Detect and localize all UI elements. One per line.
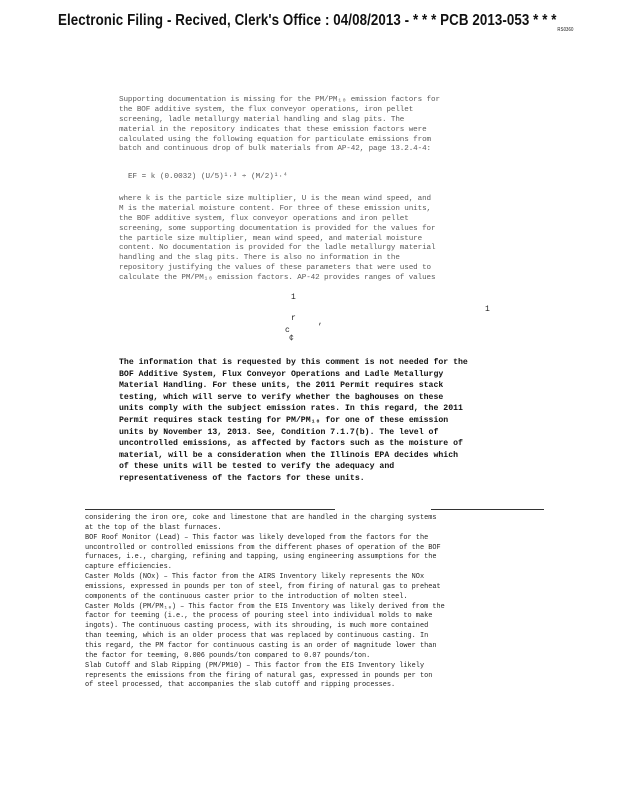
stray-mark: , bbox=[318, 318, 323, 327]
response-line: representativeness of the factors for these units. bbox=[119, 473, 365, 483]
footnote-line: Caster Molds (NOx) – This factor from the AIRS Inventory likely represents the NOx bbox=[85, 573, 425, 582]
footnote-rule-right bbox=[431, 509, 544, 510]
footnote-line: BOF Roof Monitor (Lead) – This factor was likely developed from the factors for the bbox=[85, 533, 429, 542]
stray-mark: ¢ bbox=[289, 334, 294, 343]
response-line: BOF Additive System, Flux Conveyor Operations and Ladle Metallurgy bbox=[119, 369, 444, 379]
comment-line: handling and the slag pits. There is also no information in the bbox=[119, 254, 400, 263]
comment-line: the particle size multiplier, mean wind speed, and material moisture bbox=[119, 234, 423, 243]
response-line: uncontrolled emissions, as affected by factors such as the moisture of bbox=[119, 439, 463, 449]
filing-header-title: Electronic Filing - Recived, Clerk's Office : 04/08/2013 - * * * PCB 2013-053 * * * bbox=[58, 12, 557, 29]
emission-factor-equation: EF = k (0.0032) (U/5)¹·³ ÷ (M/2)¹·⁴ bbox=[128, 173, 288, 181]
response-line: Permit requires stack testing for PM/PM₁₀ for one of these emission bbox=[119, 415, 449, 425]
comment-paragraph-2 bbox=[119, 195, 539, 284]
footnote-line: the factor for teeming, 0.006 pounds/ton compared to 0.07 pounds/ton. bbox=[85, 651, 371, 660]
comment-line: calculate the PM/PM₁₀ emission factors. AP-42 provides ranges of values bbox=[119, 274, 436, 283]
footnotes bbox=[85, 514, 555, 691]
comment-line: where k is the particle size multiplier, U is the mean wind speed, and bbox=[119, 195, 431, 203]
footnote-line: ingots). The continuous casting process, with its shrouding, is much more contained bbox=[85, 622, 429, 631]
comment-line: screening, ladle metallurgy material handling and slag pits. The bbox=[119, 115, 405, 124]
comment-line: the BOF additive system, flux conveyor operations and iron pellet bbox=[119, 214, 409, 223]
comment-line: batch and continuous drop of bulk materials from AP-42, page 13.2.4-4: bbox=[119, 145, 431, 154]
response-line: testing, which will serve to verify whether the baghouses on these bbox=[119, 392, 444, 402]
comment-paragraph-1 bbox=[119, 96, 539, 155]
footnote-line: at the top of the blast furnaces. bbox=[85, 523, 222, 532]
comment-line: content. No documentation is provided for the ladle metallurgy material bbox=[119, 244, 436, 253]
stray-mark: r bbox=[291, 314, 296, 323]
stray-mark: 1 bbox=[485, 305, 490, 314]
footnote-line: factor for teeming (i.e., the process of pouring steel into individual molds to make bbox=[85, 612, 433, 621]
footnote-line: emissions, expressed in pounds per ton of steel, from firing of natural gas to preheat bbox=[85, 582, 441, 591]
footnote-line: furnaces, i.e., charging, refining and tapping, using engineering assumptions for the bbox=[85, 553, 437, 562]
footnote-line: uncontrolled or controlled emissions from the different phases of operation of the BOF bbox=[85, 543, 441, 552]
footnote-line: this regard, the PM factor for continuous casting is an order of magnitude lower than bbox=[85, 641, 437, 650]
footnote-line: capture efficiencies. bbox=[85, 563, 172, 572]
response-line: of these units will be tested to verify the adequacy and bbox=[119, 462, 395, 472]
footnote-rule-left bbox=[85, 509, 335, 510]
comment-line: screening, some supporting documentation is provided for the values for bbox=[119, 224, 436, 233]
response-line: Material Handling. For these units, the 2011 Permit requires stack bbox=[119, 381, 444, 391]
footnote-line: considering the iron ore, coke and limestone that are handled in the charging systems bbox=[85, 514, 437, 522]
footnote-line: Slab Cutoff and Slab Ripping (PM/PM10) – This factor from the EIS Inventory likely bbox=[85, 661, 425, 670]
comment-line: repository justifying the values of these parameters that were used to bbox=[119, 264, 431, 273]
comment-line: M is the material moisture content. For three of these emission units, bbox=[119, 204, 431, 213]
response-line: units comply with the subject emission rates. In this regard, the 2011 bbox=[119, 404, 463, 414]
response-line: The information that is requested by this comment is not needed for the bbox=[119, 358, 468, 367]
footnote-line: of steel processed, that accompanies the slab cutoff and ripping processes. bbox=[85, 681, 396, 690]
stray-mark: 1 bbox=[291, 293, 296, 302]
footnote-line: Caster Molds (PM/PM₁₀) – This factor from the EIS Inventory was likely derived from the bbox=[85, 602, 445, 611]
response-line: units by November 13, 2013. See, Condition 7.1.7(b). The level of bbox=[119, 427, 439, 437]
comment-line: material in the repository indicates that these emission factors were bbox=[119, 125, 427, 134]
stray-mark: c bbox=[285, 326, 290, 335]
filing-header bbox=[58, 12, 574, 33]
footnote-line: components of the continuous caster prior to the introduction of molten steel. bbox=[85, 592, 408, 601]
footnote-line: than teeming, which is an older process that was replaced by continuous casting. In bbox=[85, 632, 429, 641]
footnote-line: represents the emissions from the firing of natural gas, expressed in pounds per ton bbox=[85, 671, 433, 680]
comment-line: Supporting documentation is missing for the PM/PM₁₀ emission factors for bbox=[119, 96, 440, 104]
response-paragraph bbox=[119, 357, 549, 485]
response-line: material, will be a consideration when the Illinois EPA decides which bbox=[119, 450, 459, 460]
filing-header-code: RS0360 bbox=[557, 27, 574, 33]
comment-line: the BOF additive system, the flux conveyor operations, iron pellet bbox=[119, 105, 414, 114]
comment-line: calculated using the following equation for particulate emissions from bbox=[119, 135, 431, 144]
